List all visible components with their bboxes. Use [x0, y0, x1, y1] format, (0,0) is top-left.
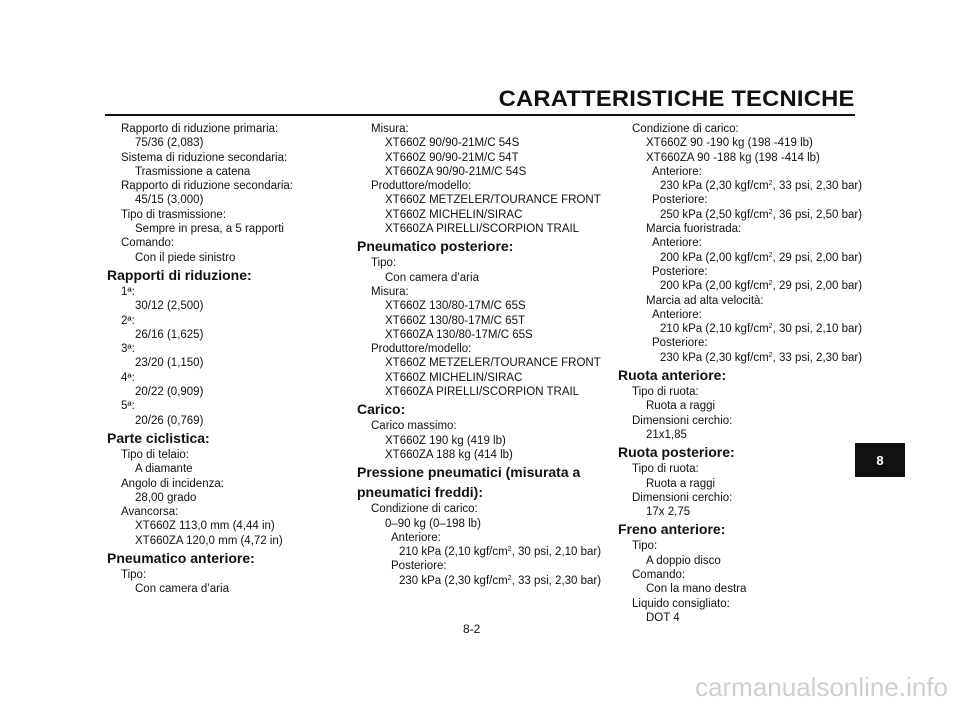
spec-line [357, 531, 607, 545]
spec-line [357, 314, 607, 328]
spec-text: 1ª: [121, 285, 135, 298]
spec-line [107, 122, 342, 136]
spec-line [107, 136, 342, 150]
spec-text: Ruota a raggi [646, 477, 716, 490]
spec-text: Tipo: [121, 569, 147, 582]
spec-text: 230 kPa (2,30 kgf/cm [399, 574, 508, 587]
spec-line [357, 271, 607, 285]
spec-line [107, 193, 342, 207]
spec-line [618, 336, 863, 350]
spec-text: Pneumatico anteriore: [107, 550, 255, 567]
spec-text: Tipo: [632, 540, 658, 553]
spec-line [618, 208, 863, 222]
spec-text: XT660Z 90/90-21M/C 54S [385, 137, 520, 150]
spec-text: XT660ZA 90/90-21M/C 54S [385, 165, 527, 178]
spec-text: XT660Z METZELER/TOURANCE FRONT [385, 194, 601, 207]
spec-text: 2ª: [121, 314, 135, 327]
spec-text: Posteriore: [652, 194, 708, 207]
spec-text: Con camera d’aria [385, 271, 479, 284]
spec-text-suffix: , 33 psi, 2,30 bar) [772, 351, 863, 364]
spec-line [618, 582, 863, 596]
spec-text: Posteriore: [391, 560, 447, 573]
spec-line [357, 371, 607, 385]
spec-line [357, 342, 607, 356]
spec-text: 26/16 (1,625) [135, 328, 204, 341]
spec-line [357, 285, 607, 299]
spec-text: Dimensioni cerchio: [632, 491, 733, 504]
spec-line [357, 385, 607, 399]
spec-line [107, 582, 342, 596]
spec-line [618, 568, 863, 582]
spec-line [618, 322, 863, 336]
spec-text: XT660ZA PIRELLI/SCORPION TRAIL [385, 386, 580, 399]
spec-line [357, 151, 607, 165]
spec-text: DOT 4 [646, 611, 680, 624]
spec-line [107, 534, 342, 548]
spec-text: Ruota anteriore: [618, 367, 727, 384]
spec-line [618, 136, 863, 150]
spec-text: Produttore/modello: [371, 343, 472, 356]
spec-line [357, 328, 607, 342]
spec-line [357, 419, 607, 433]
spec-text: Anteriore: [652, 165, 702, 178]
spec-text: Tipo: [371, 257, 397, 270]
spec-line [107, 519, 342, 533]
spec-line [618, 122, 863, 136]
unit-superscript: 2 [768, 323, 773, 331]
spec-line [618, 385, 863, 399]
spec-line [357, 208, 607, 222]
spec-line [357, 559, 607, 573]
spec-text: 30/12 (2,500) [135, 300, 204, 313]
page-title: CARATTERISTICHE TECNICHE [499, 86, 855, 111]
watermark: carmanualsonline.info [695, 672, 948, 702]
spec-text: 230 kPa (2,30 kgf/cm [660, 351, 769, 364]
spec-line [618, 308, 863, 322]
spec-line [618, 554, 863, 568]
section-heading [357, 463, 607, 482]
spec-text: Trasmissione a catena [135, 165, 251, 178]
spec-line [107, 208, 342, 222]
unit-superscript: 2 [507, 546, 512, 554]
spec-line [107, 299, 342, 313]
spec-line [618, 428, 863, 442]
section-heading [357, 400, 607, 419]
unit-superscript: 2 [768, 180, 773, 188]
spec-text: Tipo di trasmissione: [121, 208, 227, 221]
spec-text: Misura: [371, 123, 409, 135]
spec-line [618, 151, 863, 165]
unit-superscript: 2 [507, 574, 512, 582]
spec-text: Produttore/modello: [371, 180, 472, 193]
spec-text: 200 kPa (2,00 kgf/cm [660, 251, 769, 264]
unit-superscript: 2 [768, 351, 773, 359]
spec-line [107, 179, 342, 193]
header-divider [105, 114, 855, 116]
spec-text: Comando: [121, 237, 175, 250]
spec-line [107, 385, 342, 399]
spec-text-suffix: , 29 psi, 2,00 bar) [772, 251, 863, 264]
spec-text: 210 kPa (2,10 kgf/cm [660, 323, 769, 336]
spec-text-suffix: , 29 psi, 2,00 bar) [772, 280, 863, 293]
spec-line [618, 491, 863, 505]
spec-line [357, 545, 607, 559]
spec-text: Posteriore: [652, 337, 708, 350]
spec-line [618, 597, 863, 611]
spec-line [357, 179, 607, 193]
spec-text: XT660Z 130/80-17M/C 65S [385, 300, 526, 313]
spec-text: 210 kPa (2,10 kgf/cm [399, 546, 508, 559]
unit-superscript: 2 [768, 251, 773, 259]
spec-text: A doppio disco [646, 554, 721, 567]
spec-text: Ruota posteriore: [618, 444, 735, 461]
spec-text: 28,00 grado [135, 491, 197, 504]
spec-text: Anteriore: [391, 531, 441, 544]
spec-line [107, 462, 342, 476]
spec-line [618, 193, 863, 207]
spec-text: 4ª: [121, 371, 135, 384]
spec-text: 250 kPa (2,50 kgf/cm [660, 208, 769, 221]
spec-text: A diamante [135, 463, 193, 476]
spec-text: Angolo di incidenza: [121, 477, 224, 490]
spec-line [357, 136, 607, 150]
spec-text: Dimensioni cerchio: [632, 414, 733, 427]
spec-text: Parte ciclistica: [107, 429, 210, 446]
spec-text: Rapporto di riduzione secondaria: [121, 180, 293, 193]
spec-text-suffix: , 33 psi, 2,30 bar) [772, 180, 863, 193]
section-heading [357, 483, 607, 502]
spec-text-suffix: , 30 psi, 2,10 bar) [772, 323, 863, 336]
spec-text: 200 kPa (2,00 kgf/cm [660, 280, 769, 293]
spec-line [107, 251, 342, 265]
spec-line [107, 491, 342, 505]
spec-line [618, 251, 863, 265]
section-heading [357, 237, 607, 256]
spec-line [107, 505, 342, 519]
spec-text: XT660ZA PIRELLI/SCORPION TRAIL [385, 223, 580, 236]
spec-text: Anteriore: [652, 308, 702, 321]
spec-line [107, 165, 342, 179]
spec-text: Marcia fuoristrada: [646, 223, 742, 236]
spec-line [107, 448, 342, 462]
section-heading [618, 520, 863, 539]
spec-line [357, 299, 607, 313]
spec-text: Posteriore: [652, 265, 708, 278]
spec-line [618, 279, 863, 293]
spec-text: Avancorsa: [121, 506, 179, 519]
spec-text: XT660Z MICHELIN/SIRAC [385, 371, 523, 384]
spec-line [357, 122, 607, 136]
spec-text: 17x 2,75 [646, 506, 691, 519]
spec-line [618, 505, 863, 519]
spec-text-suffix: , 33 psi, 2,30 bar) [511, 574, 602, 587]
spec-line [107, 371, 342, 385]
spec-line [618, 179, 863, 193]
spec-line [107, 236, 342, 250]
spec-line [107, 342, 342, 356]
spec-line [618, 611, 863, 625]
spec-line [107, 222, 342, 236]
spec-line [357, 165, 607, 179]
spec-line [357, 256, 607, 270]
spec-line [107, 328, 342, 342]
section-heading [107, 429, 342, 448]
spec-text: Rapporti di riduzione: [107, 266, 252, 283]
spec-text: Con il piede sinistro [135, 251, 236, 264]
spec-text: 20/22 (0,909) [135, 386, 204, 399]
spec-line [618, 399, 863, 413]
spec-line [357, 448, 607, 462]
spec-text: Freno anteriore: [618, 521, 726, 538]
spec-line [618, 265, 863, 279]
spec-text: 45/15 (3,000) [135, 194, 204, 207]
spec-line [357, 502, 607, 516]
spec-text: Sempre in presa, a 5 rapporti [135, 223, 284, 236]
spec-line [107, 477, 342, 491]
spec-text: XT660Z 113,0 mm (4,44 in) [135, 520, 275, 533]
spec-line [357, 434, 607, 448]
spec-text: XT660Z 130/80-17M/C 65T [385, 314, 525, 327]
spec-text-suffix: , 30 psi, 2,10 bar) [511, 546, 602, 559]
spec-text: Con la mano destra [646, 583, 747, 596]
spec-text: Tipo di ruota: [632, 463, 699, 476]
spec-line [107, 568, 342, 582]
spec-text: XT660Z 90/90-21M/C 54T [385, 151, 519, 164]
page-number: 8-2 [463, 622, 481, 636]
spec-line [618, 351, 863, 365]
spec-text: 5ª: [121, 400, 135, 413]
spec-text: Comando: [632, 569, 686, 582]
spec-text: Pneumatico posteriore: [357, 238, 514, 255]
spec-text: Anteriore: [652, 237, 702, 250]
spec-text: Misura: [371, 285, 409, 298]
spec-text: 23/20 (1,150) [135, 357, 204, 370]
spec-line [357, 517, 607, 531]
spec-line [357, 222, 607, 236]
spec-text-suffix: , 36 psi, 2,50 bar) [772, 208, 863, 221]
spec-text: Carico massimo: [371, 420, 457, 433]
spec-text: XT660Z 190 kg (419 lb) [385, 434, 506, 447]
spec-line [107, 399, 342, 413]
spec-text: Condizione di carico: [371, 503, 478, 516]
spec-line [618, 539, 863, 553]
spec-text: 3ª: [121, 343, 135, 356]
spec-column-2 [357, 122, 607, 588]
section-heading [107, 266, 342, 285]
spec-line [618, 477, 863, 491]
spec-text: XT660ZA 90 -188 kg (198 -414 lb) [646, 151, 820, 164]
section-heading [107, 549, 342, 568]
spec-text: Marcia ad alta velocità: [646, 294, 764, 307]
spec-line [618, 462, 863, 476]
spec-line [357, 193, 607, 207]
spec-line [618, 222, 863, 236]
spec-text: XT660Z METZELER/TOURANCE FRONT [385, 357, 601, 370]
spec-text: 230 kPa (2,30 kgf/cm [660, 180, 769, 193]
spec-text: XT660ZA 130/80-17M/C 65S [385, 328, 533, 341]
spec-column-3 [618, 122, 863, 625]
spec-text: Liquido consigliato: [632, 597, 730, 610]
spec-text: Tipo di telaio: [121, 448, 189, 461]
spec-line [107, 314, 342, 328]
spec-text: Rapporto di riduzione primaria: [121, 123, 279, 135]
spec-line [618, 414, 863, 428]
spec-line [107, 414, 342, 428]
spec-text: Con camera d’aria [135, 583, 229, 596]
spec-text: Tipo di ruota: [632, 386, 699, 399]
spec-text: 75/36 (2,083) [135, 137, 204, 150]
chapter-tab [855, 443, 905, 477]
spec-column-1 [107, 122, 342, 597]
unit-superscript: 2 [768, 208, 773, 216]
spec-text: Pressione pneumatici (misurata a [357, 464, 581, 481]
spec-text: 21x1,85 [646, 428, 687, 441]
spec-text: pneumatici freddi): [357, 484, 484, 501]
section-heading [618, 366, 863, 385]
spec-text: XT660ZA 188 kg (414 lb) [385, 448, 513, 461]
spec-line [618, 165, 863, 179]
spec-text: XT660Z 90 -190 kg (198 -419 lb) [646, 137, 813, 150]
spec-text: Carico: [357, 401, 406, 418]
spec-line [107, 285, 342, 299]
spec-text: XT660Z MICHELIN/SIRAC [385, 208, 523, 221]
spec-line [357, 356, 607, 370]
spec-text: Condizione di carico: [632, 123, 739, 135]
spec-text: Sistema di riduzione secondaria: [121, 151, 288, 164]
spec-line [618, 294, 863, 308]
section-heading [618, 443, 863, 462]
spec-text: 20/26 (0,769) [135, 414, 204, 427]
spec-line [107, 356, 342, 370]
spec-line [107, 151, 342, 165]
unit-superscript: 2 [768, 280, 773, 288]
spec-line [357, 574, 607, 588]
spec-line [618, 236, 863, 250]
chapter-tab-label: 8 [876, 452, 884, 468]
spec-text: 0–90 kg (0–198 lb) [385, 517, 481, 530]
spec-text: XT660ZA 120,0 mm (4,72 in) [135, 534, 283, 547]
spec-text: Ruota a raggi [646, 400, 716, 413]
